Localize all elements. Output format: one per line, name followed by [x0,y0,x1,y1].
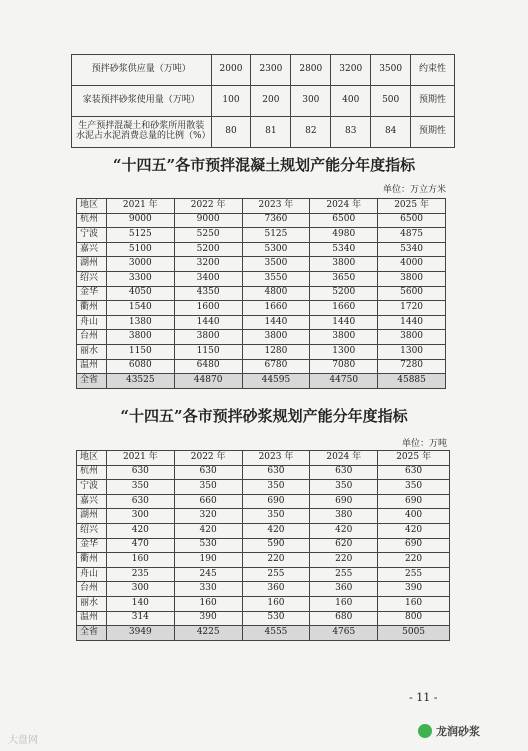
table-cell: 6500 [310,213,378,228]
table-cell: 4800 [242,286,310,301]
table-cell: 630 [242,465,310,480]
table-cell: 530 [242,611,310,626]
table-cell: 44870 [174,374,242,389]
table-cell: 160 [106,553,174,568]
watermark-right-text: 龙润砂浆 [436,725,480,738]
table-cell: 5200 [310,286,378,301]
table-cell: 1280 [242,344,310,359]
table-cell: 360 [242,582,310,597]
table-cell: 690 [378,494,450,509]
table-row [77,523,450,538]
table-cell: 660 [174,494,242,509]
table-cell: 100 [211,86,251,117]
table-cell: 5340 [378,242,446,257]
table-cell: 2000 [211,55,251,86]
table-header-row [77,451,450,466]
goals-table [71,54,455,148]
table-row [77,286,446,301]
table-cell: 3200 [331,55,371,86]
table-cell: 82 [291,117,331,148]
table-cell: 1150 [106,344,174,359]
table-cell: 360 [310,582,378,597]
table-cell: 160 [174,596,242,611]
column-header: 2021 年 [106,199,174,214]
table-cell: 160 [378,596,450,611]
table-cell: 630 [106,494,174,509]
region-cell: 湖州 [77,509,107,524]
region-cell: 温州 [77,359,107,374]
table-cell: 350 [310,480,378,495]
table-cell: 1660 [242,301,310,316]
table-cell: 6780 [242,359,310,374]
table-cell: 45885 [378,374,446,389]
table-cell: 7280 [378,359,446,374]
column-header: 2022 年 [174,199,242,214]
table-cell: 4000 [378,257,446,272]
watermark-left: 大盘网 [8,735,38,746]
table-cell: 4980 [310,228,378,243]
row-label: 家装预拌砂浆使用量（万吨） [72,86,212,117]
table-cell: 3800 [106,330,174,345]
table-row [77,480,450,495]
table-cell: 5125 [242,228,310,243]
table-cell: 2300 [251,55,291,86]
table-cell: 3800 [242,330,310,345]
table-cell: 4765 [310,626,378,641]
table-cell: 3800 [310,257,378,272]
table-cell: 690 [242,494,310,509]
table-cell: 1440 [242,315,310,330]
table-cell: 200 [251,86,291,117]
region-cell: 衢州 [77,553,107,568]
table-cell: 1440 [378,315,446,330]
region-cell: 嘉兴 [77,494,107,509]
table-cell: 350 [242,509,310,524]
column-header: 2024 年 [310,199,378,214]
table-cell: 300 [106,509,174,524]
table-cell: 255 [378,567,450,582]
row-note: 预期性 [411,117,455,148]
table-cell: 1440 [310,315,378,330]
table-cell: 420 [310,523,378,538]
column-header: 地区 [77,451,107,466]
table-row [77,301,446,316]
region-cell: 全省 [77,374,107,389]
table-cell: 420 [174,523,242,538]
column-header: 2023 年 [242,199,310,214]
table-cell: 300 [106,582,174,597]
table-cell: 3200 [174,257,242,272]
mortar-table-title: “十四五”各市预拌砂浆规划产能分年度指标 [120,407,408,425]
table-row [77,582,450,597]
table-cell: 330 [174,582,242,597]
table-row [77,257,446,272]
column-header: 2024 年 [310,451,378,466]
table-cell: 800 [378,611,450,626]
table-row [77,626,450,641]
row-label: 生产预拌混凝土和砂浆所用散装水泥占水泥消费总量的比例（%） [72,117,212,148]
table-cell: 420 [242,523,310,538]
region-cell: 杭州 [77,465,107,480]
table-cell: 3800 [378,330,446,345]
region-cell: 全省 [77,626,107,641]
table-cell: 3800 [378,271,446,286]
table-cell: 4225 [174,626,242,641]
table-cell: 3800 [174,330,242,345]
region-cell: 舟山 [77,567,107,582]
region-cell: 绍兴 [77,523,107,538]
region-cell: 台州 [77,330,107,345]
region-cell: 湖州 [77,257,107,272]
region-cell: 衢州 [77,301,107,316]
table-cell: 470 [106,538,174,553]
table-cell: 5250 [174,228,242,243]
table-cell: 630 [174,465,242,480]
table-cell: 3500 [371,55,411,86]
table-cell: 350 [378,480,450,495]
table-cell: 630 [106,465,174,480]
table-cell: 1300 [378,344,446,359]
table-cell: 245 [174,567,242,582]
table-row [77,242,446,257]
table-cell: 690 [310,494,378,509]
region-cell: 杭州 [77,213,107,228]
table-cell: 44595 [242,374,310,389]
column-header: 2023 年 [242,451,310,466]
table-row [77,213,446,228]
table-cell: 3500 [242,257,310,272]
region-cell: 丽水 [77,344,107,359]
table-cell: 9000 [174,213,242,228]
table-cell: 2800 [291,55,331,86]
table-cell: 220 [378,553,450,568]
table-row [77,567,450,582]
region-cell: 嘉兴 [77,242,107,257]
table-cell: 140 [106,596,174,611]
table-cell: 43525 [106,374,174,389]
column-header: 2022 年 [174,451,242,466]
table-row [77,359,446,374]
table-cell: 630 [378,465,450,480]
table-cell: 3650 [310,271,378,286]
table-cell: 5125 [106,228,174,243]
table-cell: 160 [242,596,310,611]
table-cell: 1150 [174,344,242,359]
table-cell: 7080 [310,359,378,374]
table-cell: 160 [310,596,378,611]
table-cell: 5300 [242,242,310,257]
region-cell: 绍兴 [77,271,107,286]
table-cell: 3400 [174,271,242,286]
table-cell: 220 [310,553,378,568]
page-number: - 11 - [409,691,438,704]
table-row [77,611,450,626]
table-cell: 6480 [174,359,242,374]
table-row [72,86,455,117]
table-cell: 1660 [310,301,378,316]
table-cell: 690 [378,538,450,553]
table-header-row [77,199,446,214]
region-cell: 宁波 [77,228,107,243]
region-cell: 金华 [77,538,107,553]
table-cell: 4050 [106,286,174,301]
column-header: 2025 年 [378,451,450,466]
table-cell: 3800 [310,330,378,345]
table-row [77,553,450,568]
table-cell: 5200 [174,242,242,257]
table-cell: 390 [174,611,242,626]
table-cell: 1540 [106,301,174,316]
table-cell: 83 [331,117,371,148]
table-cell: 350 [242,480,310,495]
table-cell: 80 [211,117,251,148]
column-header: 2021 年 [106,451,174,466]
table-cell: 590 [242,538,310,553]
table-row [77,271,446,286]
table-cell: 350 [106,480,174,495]
concrete-unit-label: 单位：万立方米 [383,185,447,195]
table-cell: 4555 [242,626,310,641]
table-cell: 500 [371,86,411,117]
table-cell: 44750 [310,374,378,389]
concrete-capacity-table [76,198,446,389]
table-row [77,228,446,243]
mortar-capacity-table [76,450,450,641]
table-cell: 390 [378,582,450,597]
table-cell: 84 [371,117,411,148]
column-header: 地区 [77,199,107,214]
table-cell: 1300 [310,344,378,359]
table-cell: 6500 [378,213,446,228]
table-cell: 1440 [174,315,242,330]
table-cell: 620 [310,538,378,553]
table-cell: 3949 [106,626,174,641]
region-cell: 舟山 [77,315,107,330]
table-row [72,117,455,148]
table-row [77,465,450,480]
table-row [77,596,450,611]
concrete-table-title: “十四五”各市预拌混凝土规划产能分年度指标 [112,156,416,174]
region-cell: 金华 [77,286,107,301]
table-cell: 255 [242,567,310,582]
region-cell: 台州 [77,582,107,597]
table-cell: 7360 [242,213,310,228]
region-cell: 宁波 [77,480,107,495]
table-cell: 3300 [106,271,174,286]
table-cell: 3000 [106,257,174,272]
table-cell: 235 [106,567,174,582]
table-cell: 1380 [106,315,174,330]
table-cell: 81 [251,117,291,148]
table-row [72,55,455,86]
table-cell: 350 [174,480,242,495]
table-cell: 4350 [174,286,242,301]
table-cell: 6080 [106,359,174,374]
table-cell: 9000 [106,213,174,228]
table-row [77,374,446,389]
table-cell: 630 [310,465,378,480]
table-cell: 420 [378,523,450,538]
row-note: 约束性 [411,55,455,86]
table-cell: 5005 [378,626,450,641]
table-cell: 1720 [378,301,446,316]
table-cell: 5600 [378,286,446,301]
table-row [77,330,446,345]
table-row [77,509,450,524]
table-cell: 3550 [242,271,310,286]
table-cell: 680 [310,611,378,626]
table-cell: 1600 [174,301,242,316]
region-cell: 温州 [77,611,107,626]
table-cell: 255 [310,567,378,582]
row-label: 预拌砂浆供应量（万吨） [72,55,212,86]
table-cell: 400 [331,86,371,117]
column-header: 2025 年 [378,199,446,214]
watermark-right [418,723,480,739]
table-cell: 5340 [310,242,378,257]
mortar-unit-label: 单位：万吨 [402,439,448,449]
table-cell: 300 [291,86,331,117]
table-row [77,315,446,330]
table-row [77,344,446,359]
row-note: 预期性 [411,86,455,117]
wechat-icon [418,724,432,738]
table-cell: 220 [242,553,310,568]
table-cell: 420 [106,523,174,538]
table-cell: 190 [174,553,242,568]
table-row [77,494,450,509]
table-cell: 380 [310,509,378,524]
table-row [77,538,450,553]
table-cell: 314 [106,611,174,626]
table-cell: 320 [174,509,242,524]
table-cell: 5100 [106,242,174,257]
table-cell: 530 [174,538,242,553]
table-cell: 400 [378,509,450,524]
region-cell: 丽水 [77,596,107,611]
table-cell: 4875 [378,228,446,243]
